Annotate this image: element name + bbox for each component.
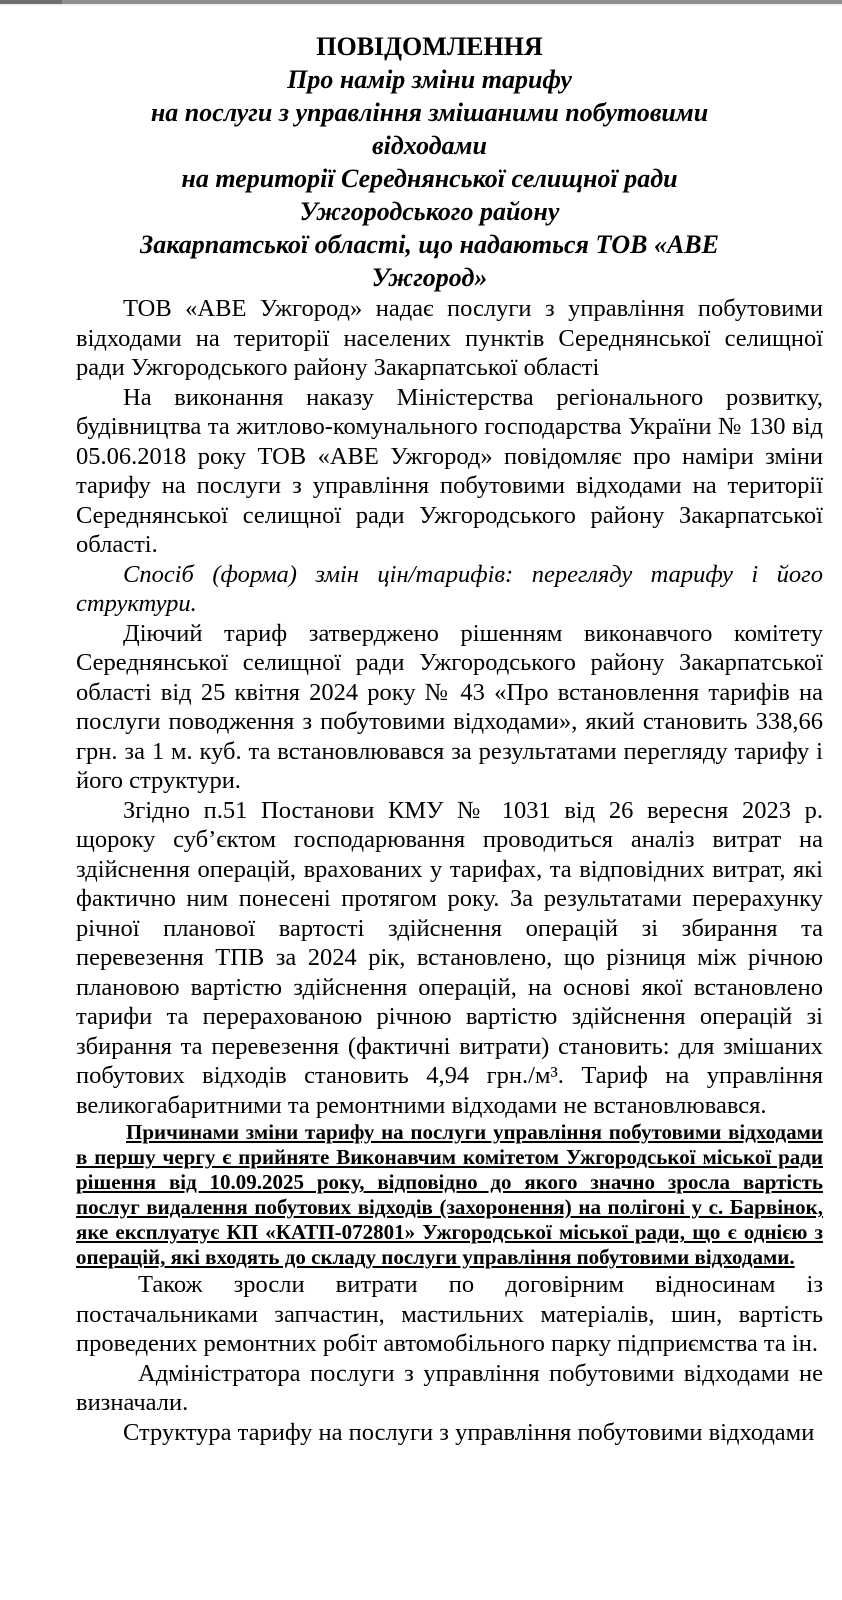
subtitle-line: на території Середнянської селищної ради [181,164,678,193]
subtitle-line: відходами [372,131,487,160]
paragraphs-container [76,294,823,1446]
paragraph-order-basis: На виконання наказу Міністерства регіонального розвитку, будівництва та житлово-комунального господарства України № 130 від 05.06.2018 року ТОВ «АВЕ Ужгород» повідомляє про наміри зміни тарифу на послуги з управління побутовими відходами на території Середнянської селищної ради Ужгородського району Закарпатської області. [76,383,823,558]
paragraph-reasons: Причинами зміни тарифу на послуги управління побутовими відходами в першу чергу є прийняте Виконавчим комітетом Ужгородської міської ради рішення від 10.09.2025 року, відповідно до якого значно зросла вартість послуг видалення побутових відходів (захоронення) на полігоні у с. Барвінок, яке експлуатує КП «КАТП-072801» Ужгородської міської ради, що є однією з операцій, які входять до складу послуги управління побутовими відходами. [76,1120,823,1269]
paragraph-current-tariff: Діючий тариф затверджено рішенням виконавчого комітету Середнянської селищної ради Ужгородського району Закарпатської області від 25 квітня 2024 року № 43 «Про встановлення тарифів на послуги поводження з побутовими відходами», який становить 338,66 грн. за 1 м. куб. та встановлювався за результатами перегляду тарифу і його структури. [76,619,823,794]
paragraph-provider-intro: ТОВ «АВЕ Ужгород» надає послуги з управління побутовими відходами на території населених пунктів Середнянської селищної ради Ужгородського району Закарпатської області [76,295,823,381]
title-block [76,30,823,294]
subtitle-line: Ужгород» [371,263,488,292]
subtitle-line: Закарпатської області, що надаються ТОВ «АВЕ [140,230,719,259]
paragraph-change-form: Спосіб (форма) змін цін/тарифів: перегляду тарифу і його структури. [76,560,823,617]
paragraph-administrator: Адміністратора послуги з управління побутовими відходами не визначали. [76,1359,823,1416]
paragraph-clipped-line: Структура тарифу на послуги з управління побутовими відходами [123,1418,815,1446]
subtitle-line: Про намір зміни тарифу [287,65,572,94]
subtitle-line: Ужгородського району [299,197,560,226]
subtitle-line: на послуги з управління змішаними побутовими [150,98,709,127]
paragraph-recalculation: Згідно п.51 Постанови КМУ № 1031 від 26 вересня 2023 р. щороку суб’єктом господарювання проводиться аналіз витрат на здійснення операцій, врахованих у тарифах, та відповідних витрат, які фактично ним понесені протягом року. За результатами перерахунку річної планової вартості здійснення операцій зі збирання та перевезення ТПВ за 2024 рік, встановлено, що різниця між річною плановою вартістю здійснення операцій, на основі якої встановлено тарифи та перерахованою річною вартістю здійснення операцій зі збирання та перевезення (фактичні витрати) становить: для змішаних побутових відходів становить 4,94 грн./м³. Тариф на управління великогабаритними та ремонтними відходами не встановлювався. [76,796,823,1119]
document-title: ПОВІДОМЛЕННЯ [316,32,543,61]
paragraph-other-costs: Також зросли витрати по договірним відносинам із постачальниками запчастин, мастильних матеріалів, шин, вартість проведених ремонтних робіт автомобільного парку підприємства та ін. [76,1271,823,1357]
